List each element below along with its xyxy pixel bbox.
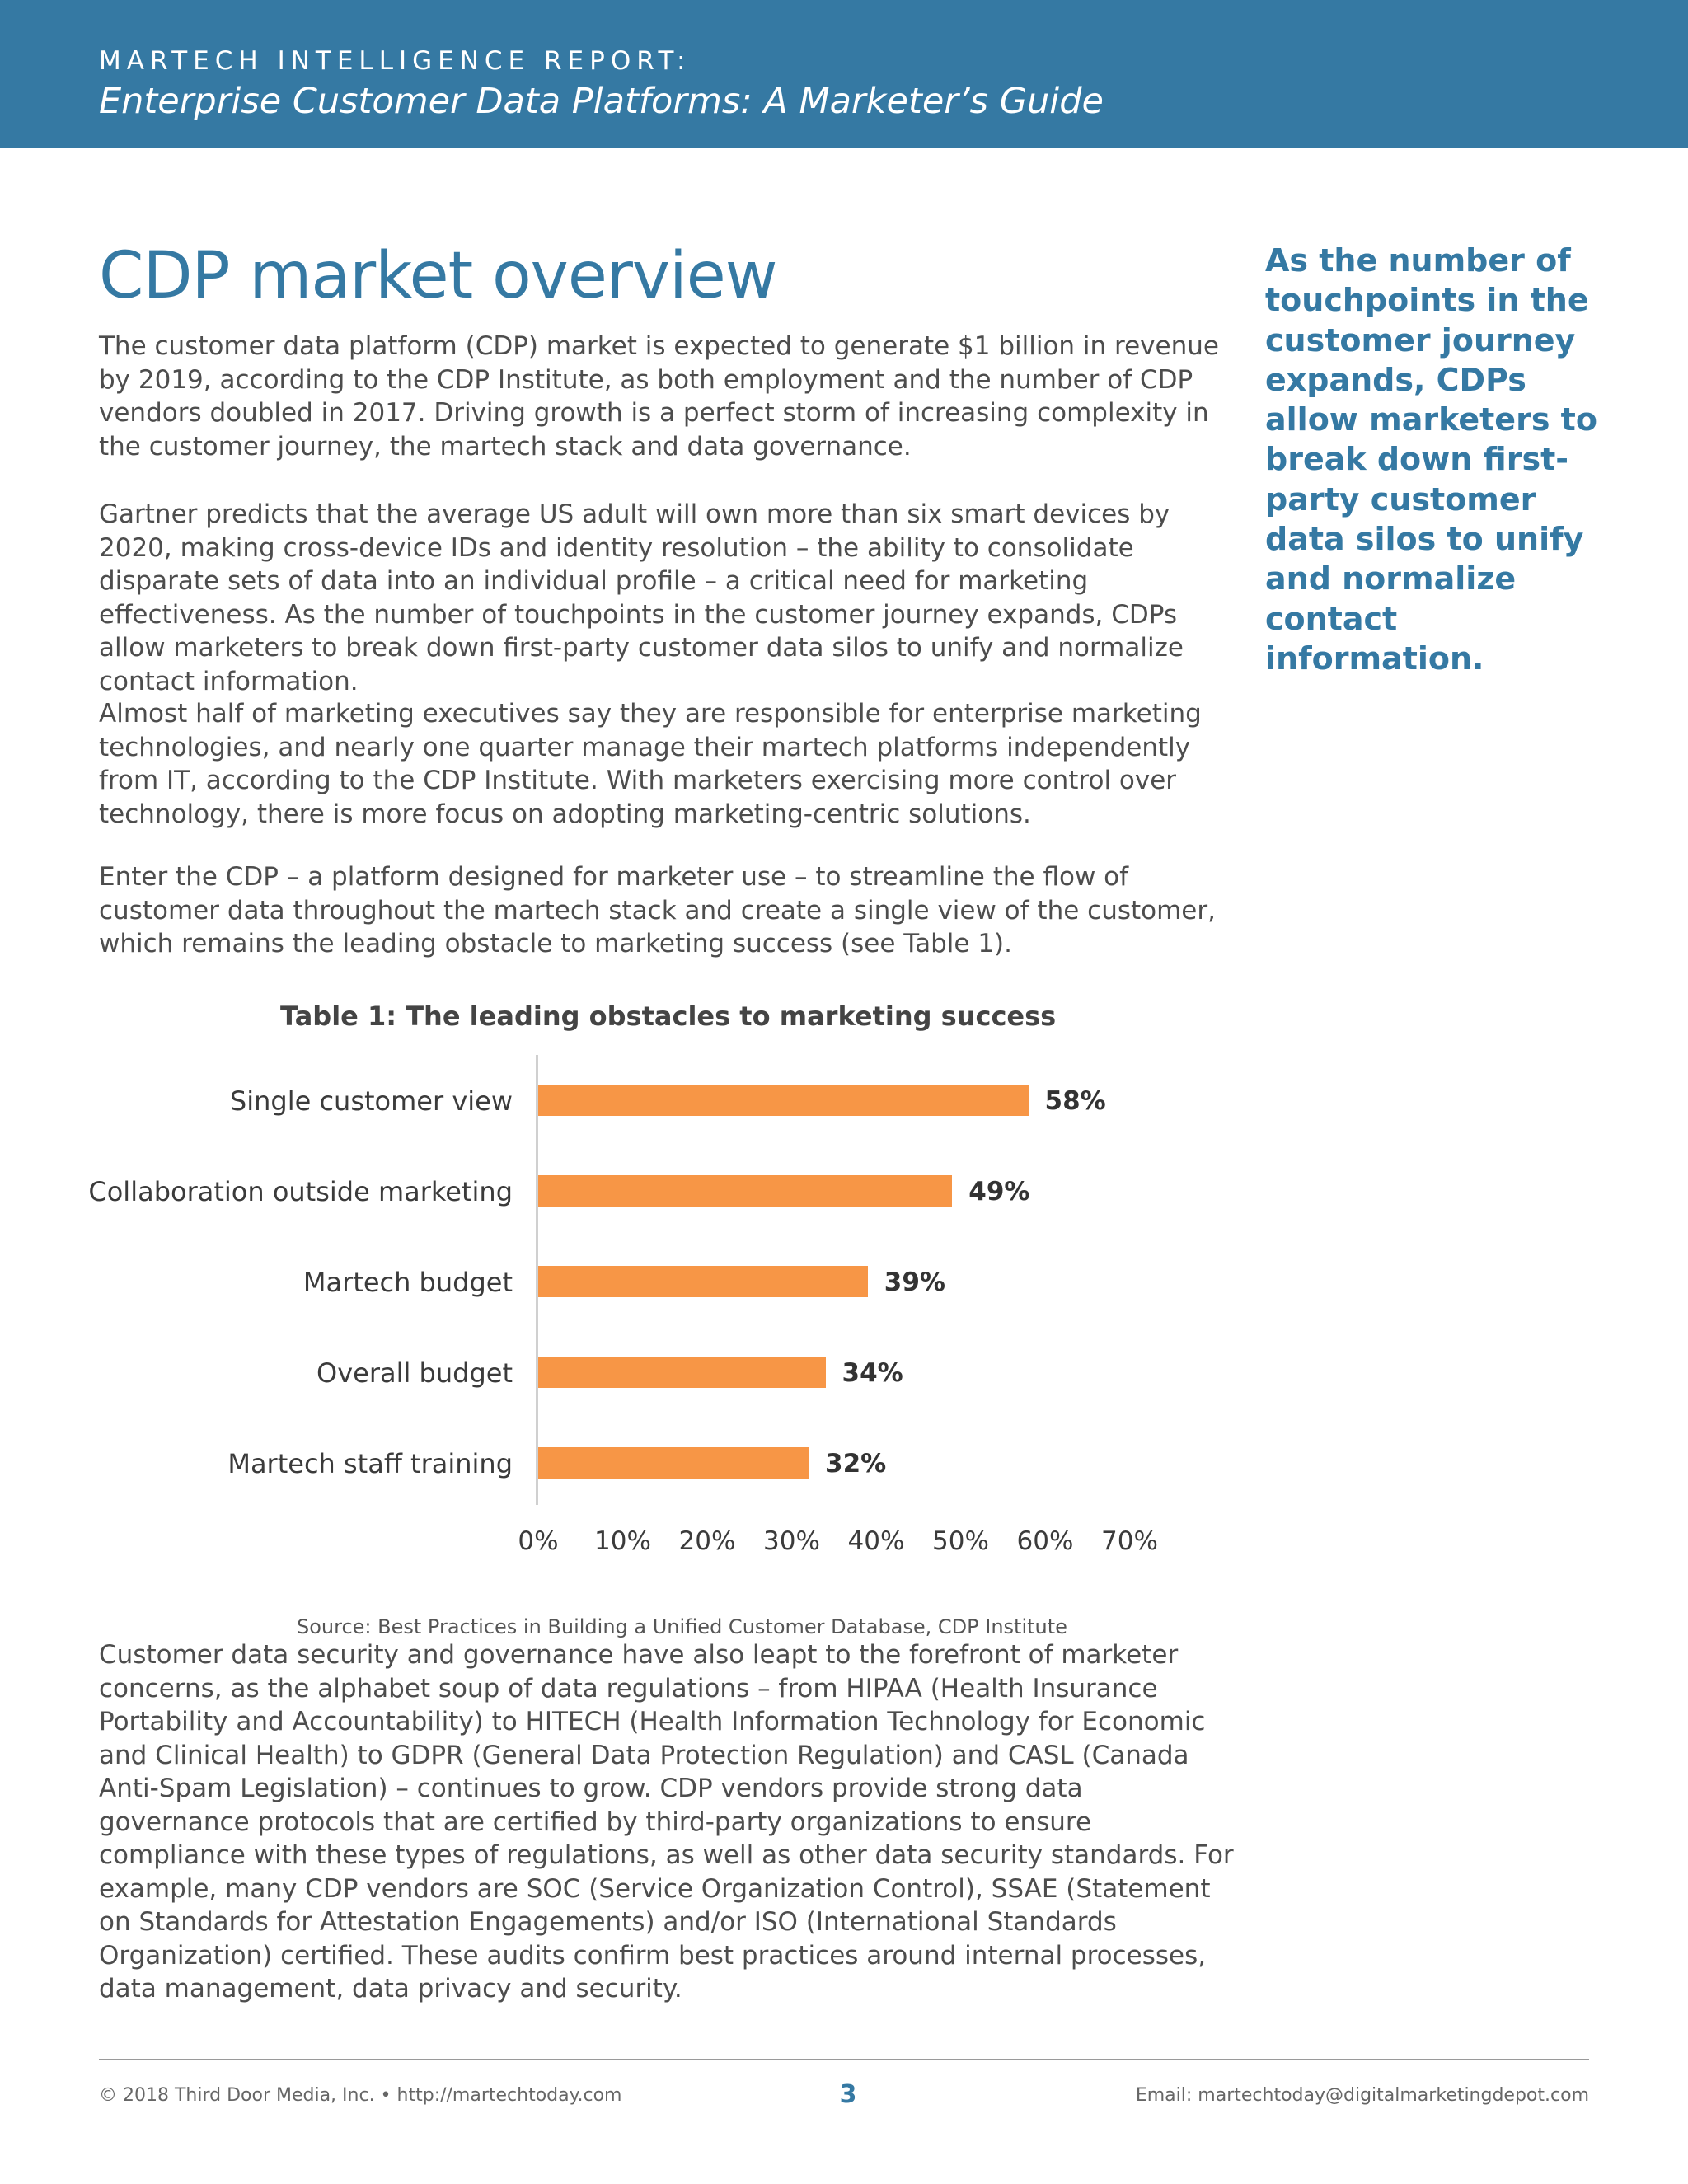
paragraph-3: Almost half of marketing executives say they are responsible for enterprise marketing technologies, and nearly one quarter manage their martech platforms independently from IT, according to the CDP Institute. With marketers exercising more control over technology, there is more focus on adopting marketing-centric solutions.	[99, 699, 1202, 829]
bar	[538, 1447, 809, 1479]
x-tick-label: 50%	[932, 1526, 989, 1556]
x-tick-label: 0%	[518, 1526, 559, 1556]
x-tick-label: 40%	[847, 1526, 905, 1556]
bar-value-label: 49%	[968, 1177, 1030, 1207]
x-tick-label: 20%	[678, 1526, 736, 1556]
bar-label: Martech staff training	[227, 1448, 513, 1479]
bar-label: Collaboration outside marketing	[88, 1176, 513, 1207]
report-title: Enterprise Customer Data Platforms: A Marketer’s Guide	[99, 81, 1104, 122]
x-tick-label: 60%	[1016, 1526, 1074, 1556]
report-kicker: MARTECH INTELLIGENCE REPORT:	[99, 46, 692, 76]
bar-value-label: 32%	[825, 1449, 887, 1479]
bar-label: Overall budget	[316, 1357, 513, 1389]
bar	[538, 1085, 1029, 1116]
pull-quote: As the number of touchpoints in the customer journey expands, CDPs allow marketers to break down first-party customer data silos to unify and normalize contact information.	[1265, 242, 1597, 677]
paragraph-2: Gartner predicts that the average US adult will own more than six smart devices by 2020, making cross-device IDs and identity resolution – the ability to consolidate disparate sets of data into an individual profile – a critical need for marketing effectiveness. As the number of touchpoints in the customer journey expands, CDPs allow marketers to break down first-party customer data silos to unify and normalize contact information.	[99, 499, 1184, 696]
footer-copyright: © 2018 Third Door Media, Inc. • http://martechtoday.com	[99, 2085, 622, 2106]
page-title: CDP market overview	[99, 239, 777, 313]
bar-label: Single customer view	[229, 1085, 513, 1117]
bar-value-label: 39%	[884, 1268, 945, 1297]
bar-value-label: 34%	[842, 1358, 903, 1388]
bar-value-label: 58%	[1044, 1086, 1106, 1116]
x-tick-label: 70%	[1101, 1526, 1158, 1556]
bar	[538, 1175, 952, 1207]
chart-source: Source: Best Practices in Building a Unified Customer Database, CDP Institute	[297, 1615, 1067, 1638]
paragraph-5: Customer data security and governance have also leapt to the forefront of marketer concerns, as the alphabet soup of data regulations – from HIPAA (Health Insurance Portability and Accountability) to HITECH (Health Information Technology for Economic and Clinical Health) to GDPR (General Data Protection Regulation) and CASL (Canada Anti-Spam Legislation) – continues to grow. CDP vendors provide strong data governance protocols that are certified by third-party organizations to ensure compliance with these types of regulations, as well as other data security standards. For example, many CDP vendors are SOC (Service Organization Control), SSAE (Statement on Standards for Attestation Engagements) and/or ISO (International Standards Organization) certified. These audits confirm best practices around internal processes, data management, data privacy and security.	[99, 1640, 1234, 2004]
paragraph-4: Enter the CDP – a platform designed for marketer use – to streamline the flow of customer data throughout the martech stack and create a single view of the customer, which remains the leading obstacle to marketing success (see Table 1).	[99, 862, 1216, 958]
x-tick-label: 30%	[763, 1526, 820, 1556]
footer-email: Email: martechtoday@digitalmarketingdepot.com	[1135, 2085, 1589, 2106]
footer-divider	[99, 2059, 1589, 2060]
bar-label: Martech budget	[302, 1267, 513, 1298]
page-number: 3	[839, 2080, 857, 2109]
bar	[538, 1266, 868, 1297]
header-band	[0, 0, 1688, 148]
bar	[538, 1357, 826, 1388]
x-tick-label: 10%	[594, 1526, 651, 1556]
paragraph-1: The customer data platform (CDP) market is expected to generate $1 billion in revenue by 2019, according to the CDP Institute, as both employment and the number of CDP vendors doubled in 2017. Driving growth is a perfect storm of increasing complexity in the customer journey, the martech stack and data governance.	[99, 331, 1219, 462]
chart-title: Table 1: The leading obstacles to marketing success	[280, 1001, 1057, 1032]
